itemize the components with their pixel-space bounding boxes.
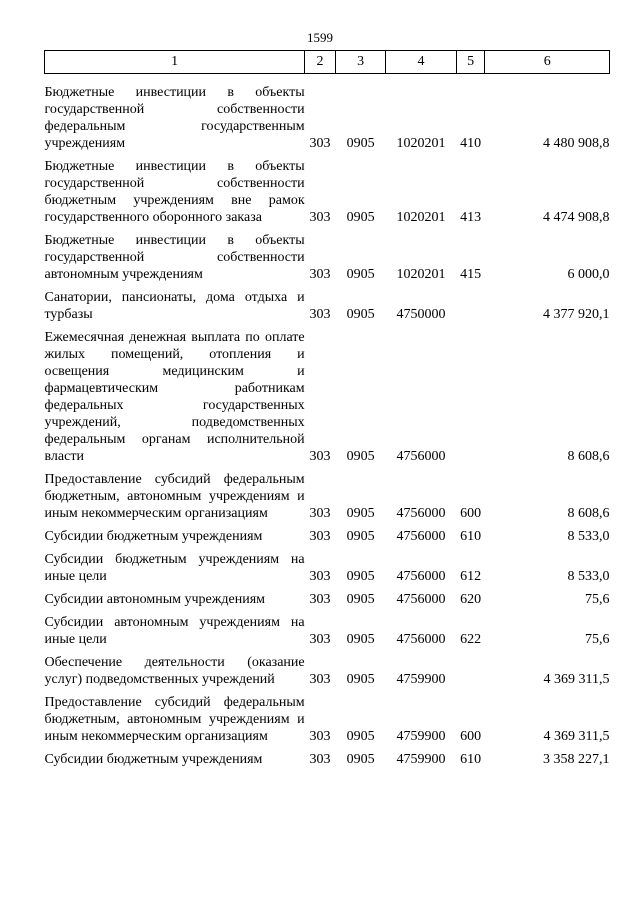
- row-col-4: 4756000: [396, 506, 446, 521]
- row-col-2: 303: [309, 672, 331, 687]
- row-name: Санатории, пансионаты, дома отдыха и турбазы: [44, 290, 305, 322]
- header-col-4: 4: [386, 51, 456, 74]
- header-col-6: 6: [485, 51, 610, 74]
- row-col-4: 1020201: [396, 210, 446, 225]
- row-col-4: 4750000: [396, 307, 446, 322]
- row-col-5: 622: [460, 632, 482, 647]
- row-col-5: 600: [460, 506, 482, 521]
- row-col-3: 0905: [346, 506, 375, 521]
- row-col-4: 4759900: [396, 672, 446, 687]
- row-col-3: 0905: [346, 569, 375, 584]
- row-col-3: 0905: [346, 307, 375, 322]
- row-col-5: 610: [460, 752, 482, 767]
- row-name: Субсидии автономным учреждениям на иные цели: [44, 615, 305, 647]
- row-col-2: 303: [309, 569, 331, 584]
- table-row: [45, 691, 610, 748]
- row-sum: 8 533,0: [567, 529, 610, 544]
- page-number: 1599: [307, 30, 333, 45]
- row-name: Бюджетные инвестиции в объекты государственной собственности федеральным государственным учреждениям: [44, 85, 305, 151]
- row-col-4: 4756000: [396, 632, 446, 647]
- row-sum: 75,6: [585, 592, 610, 607]
- table-row: [45, 229, 610, 286]
- row-name: Бюджетные инвестиции в объекты государственной собственности бюджетным учреждениям вне рамок государственного оборонного заказа: [44, 159, 305, 225]
- table-row: [45, 468, 610, 525]
- row-col-3: 0905: [346, 529, 375, 544]
- row-col-5: 415: [460, 267, 482, 282]
- row-col-2: 303: [309, 449, 331, 464]
- row-col-5: 600: [460, 729, 482, 744]
- table-row: [45, 588, 610, 611]
- row-col-2: 303: [309, 506, 331, 521]
- table-row: [45, 611, 610, 651]
- table-row: [45, 525, 610, 548]
- row-col-4: 4756000: [396, 592, 446, 607]
- row-col-2: 303: [309, 592, 331, 607]
- header-col-2: 2: [305, 51, 336, 74]
- table-row: [45, 748, 610, 771]
- row-name: Ежемесячная денежная выплата по оплате жилых помещений, отопления и освещения медицинским и фармацевтическим работникам федеральных государственных учреждений, подведомственных федеральным органам исполнительной власти: [44, 330, 305, 464]
- row-col-4: 1020201: [396, 136, 446, 151]
- row-name: Предоставление субсидий федеральным бюджетным, автономным учреждениям и иным некоммерческим организациям: [44, 695, 305, 744]
- table-header-row: [45, 51, 610, 74]
- table-body: [45, 74, 610, 772]
- row-col-2: 303: [309, 136, 331, 151]
- table-row: [45, 74, 610, 156]
- row-name: Бюджетные инвестиции в объекты государственной собственности автономным учреждениям: [44, 233, 305, 282]
- row-col-2: 303: [309, 529, 331, 544]
- row-col-5: 610: [460, 529, 482, 544]
- row-col-3: 0905: [346, 592, 375, 607]
- row-sum: 4 377 920,1: [543, 307, 610, 322]
- row-sum: 4 480 908,8: [543, 136, 610, 151]
- row-name: Субсидии бюджетным учреждениям: [44, 752, 263, 767]
- table-row: [45, 286, 610, 326]
- row-col-2: 303: [309, 729, 331, 744]
- row-col-4: 4759900: [396, 752, 446, 767]
- row-col-4: 4756000: [396, 529, 446, 544]
- row-name: Предоставление субсидий федеральным бюджетным, автономным учреждениям и иным некоммерческим организациям: [44, 472, 305, 521]
- row-sum: 4 474 908,8: [543, 210, 610, 225]
- row-col-2: 303: [309, 267, 331, 282]
- table-row: [45, 326, 610, 468]
- row-col-2: 303: [309, 632, 331, 647]
- row-col-3: 0905: [346, 210, 375, 225]
- budget-table: [44, 50, 610, 771]
- row-col-3: 0905: [346, 136, 375, 151]
- row-col-3: 0905: [346, 672, 375, 687]
- header-col-5: 5: [456, 51, 485, 74]
- row-sum: 4 369 311,5: [543, 729, 610, 744]
- row-col-5: [456, 326, 485, 468]
- row-name: Субсидии бюджетным учреждениям: [44, 529, 263, 544]
- row-col-4: 4756000: [396, 569, 446, 584]
- row-name: Субсидии бюджетным учреждениям на иные цели: [44, 552, 305, 584]
- row-sum: 8 533,0: [567, 569, 610, 584]
- row-sum: 8 608,6: [567, 449, 610, 464]
- row-sum: 8 608,6: [567, 506, 610, 521]
- row-col-3: 0905: [346, 729, 375, 744]
- row-col-5: 612: [460, 569, 482, 584]
- row-col-3: 0905: [346, 632, 375, 647]
- row-col-5: 410: [460, 136, 482, 151]
- row-col-5: 413: [460, 210, 482, 225]
- row-name: Обеспечение деятельности (оказание услуг) подведомственных учреждений: [44, 655, 305, 687]
- row-col-5: [456, 286, 485, 326]
- row-sum: 3 358 227,1: [543, 752, 610, 767]
- row-col-4: 4759900: [396, 729, 446, 744]
- row-col-5: 620: [460, 592, 482, 607]
- row-col-3: 0905: [346, 267, 375, 282]
- row-col-4: 1020201: [396, 267, 446, 282]
- row-col-3: 0905: [346, 449, 375, 464]
- header-col-1: 1: [45, 51, 305, 74]
- table-row: [45, 651, 610, 691]
- row-col-2: 303: [309, 210, 331, 225]
- table-row: [45, 155, 610, 229]
- row-col-2: 303: [309, 307, 331, 322]
- row-sum: 4 369 311,5: [543, 672, 610, 687]
- row-sum: 6 000,0: [567, 267, 610, 282]
- row-name: Субсидии автономным учреждениям: [44, 592, 266, 607]
- row-col-3: 0905: [346, 752, 375, 767]
- table-row: [45, 548, 610, 588]
- row-col-4: 4756000: [396, 449, 446, 464]
- row-col-5: [456, 651, 485, 691]
- row-sum: 75,6: [585, 632, 610, 647]
- header-col-3: 3: [335, 51, 385, 74]
- row-col-2: 303: [309, 752, 331, 767]
